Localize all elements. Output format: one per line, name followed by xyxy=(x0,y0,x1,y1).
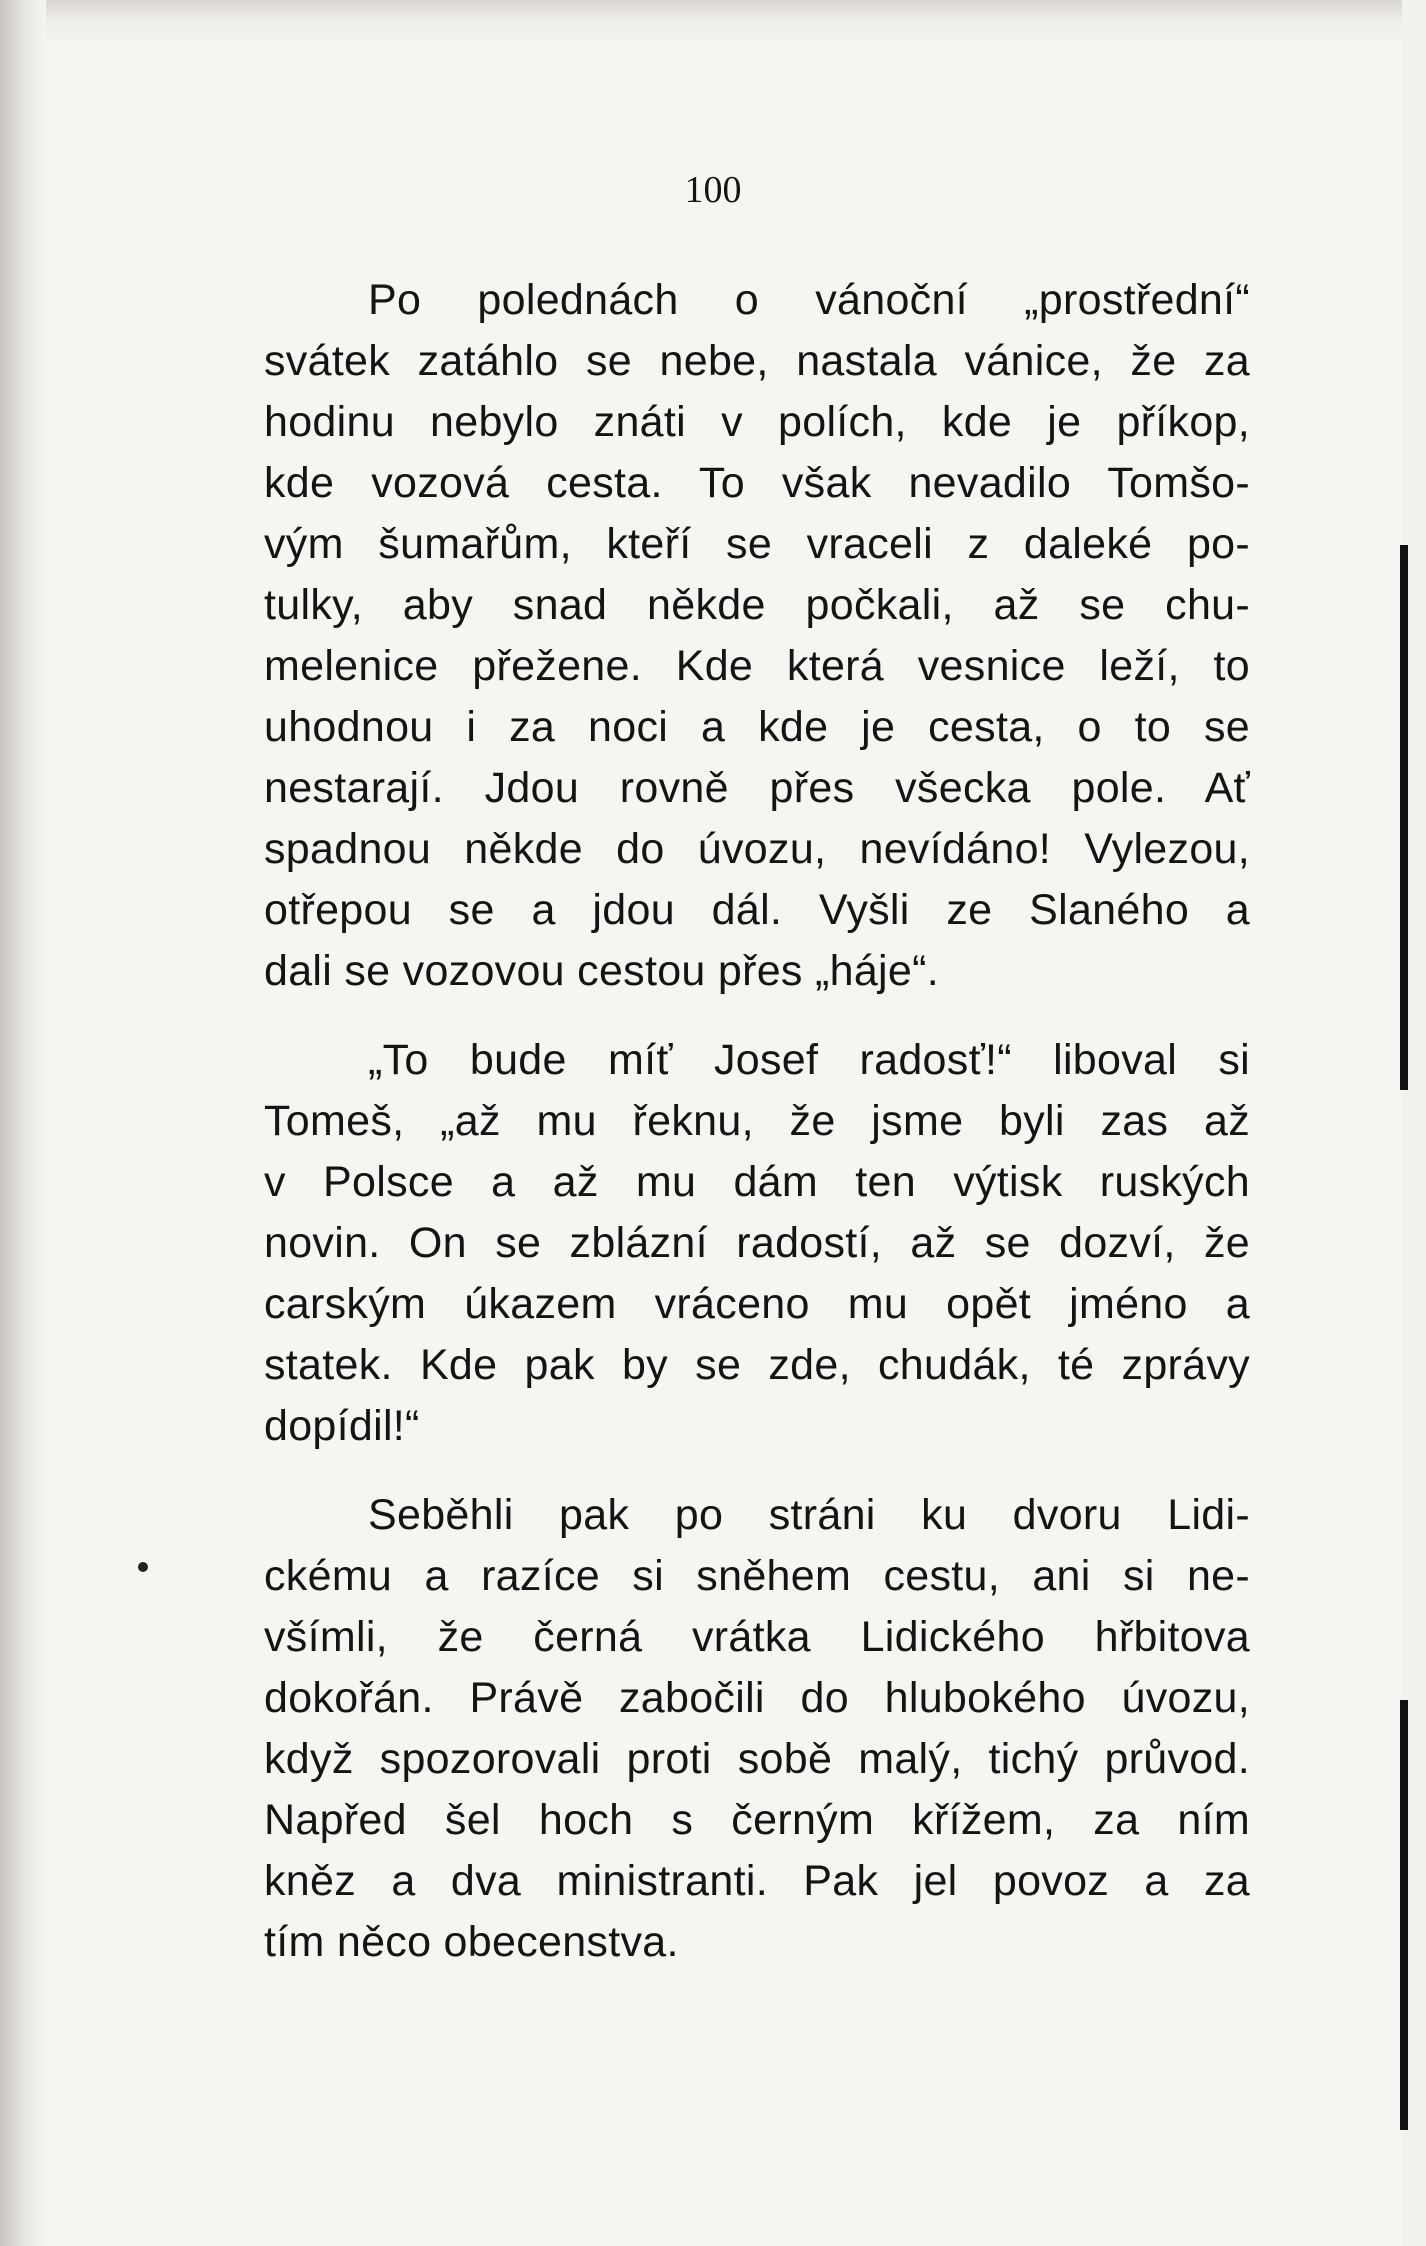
text-line: statek. Kde pak by se zde, chudák, té zprávy xyxy=(264,1341,1250,1389)
text-line: „To bude míť Josef radosť!“ liboval si xyxy=(368,1036,1250,1084)
text-line: kde vozová cesta. To však nevadilo Tomšo- xyxy=(264,459,1250,507)
text-line: spadnou někde do úvozu, nevídáno! Vylezou, xyxy=(264,825,1250,873)
text-line: Po polednách o vánoční „prostřední“ xyxy=(368,276,1250,324)
text-line: tulky, aby snad někde počkali, až se chu- xyxy=(264,581,1250,629)
text-line: všímli, že černá vrátka Lidického hřbitova xyxy=(264,1613,1250,1661)
text-line: hodinu nebylo znáti v polích, kde je příkop, xyxy=(264,398,1250,446)
body-text xyxy=(264,270,1250,2001)
text-line: ckému a razíce si sněhem cestu, ani si ne- xyxy=(264,1552,1250,1600)
text-line: v Polsce a až mu dám ten výtisk ruských xyxy=(264,1158,1250,1206)
paragraph xyxy=(264,1030,1250,1457)
text-line: carským úkazem vráceno mu opět jméno a xyxy=(264,1280,1250,1328)
text-line: otřepou se a jdou dál. Vyšli ze Slaného a xyxy=(264,886,1250,934)
text-line: když spozorovali proti sobě malý, tichý průvod. xyxy=(264,1735,1250,1783)
paragraph xyxy=(264,270,1250,1002)
scan-edge-left xyxy=(0,0,46,2246)
text-line: nestarají. Jdou rovně přes všecka pole. Ať xyxy=(264,764,1250,812)
text-line: kněz a dva ministranti. Pak jel povoz a za xyxy=(264,1857,1250,1905)
paragraph xyxy=(264,1485,1250,1973)
text-line: melenice přežene. Kde která vesnice leží, to xyxy=(264,642,1250,690)
text-line: Napřed šel hoch s černým křížem, za ním xyxy=(264,1796,1250,1844)
text-line: dokořán. Právě zabočili do hlubokého úvozu, xyxy=(264,1674,1250,1722)
text-line: uhodnou i za noci a kde je cesta, o to se xyxy=(264,703,1250,751)
text-line: vým šumařům, kteří se vraceli z daleké po- xyxy=(264,520,1250,568)
text-line: Seběhli pak po stráni ku dvoru Lidi- xyxy=(368,1491,1250,1539)
scan-edge-top xyxy=(0,0,1426,46)
text-line: svátek zatáhlo se nebe, nastala vánice, že za xyxy=(264,337,1250,385)
text-line: dopídil!“ xyxy=(264,1402,420,1450)
page-number: 100 xyxy=(684,169,742,211)
ink-speck xyxy=(138,1562,148,1572)
text-line: tím něco obecenstva. xyxy=(264,1918,679,1966)
text-line: novin. On se zblázní radostí, až se dozví, že xyxy=(264,1219,1250,1267)
text-line: dali se vozovou cestou přes „háje“. xyxy=(264,947,939,995)
binding-mark xyxy=(1400,545,1408,1090)
text-line: Tomeš, „až mu řeknu, že jsme byli zas až xyxy=(264,1097,1250,1145)
binding-mark xyxy=(1400,1700,1408,2130)
